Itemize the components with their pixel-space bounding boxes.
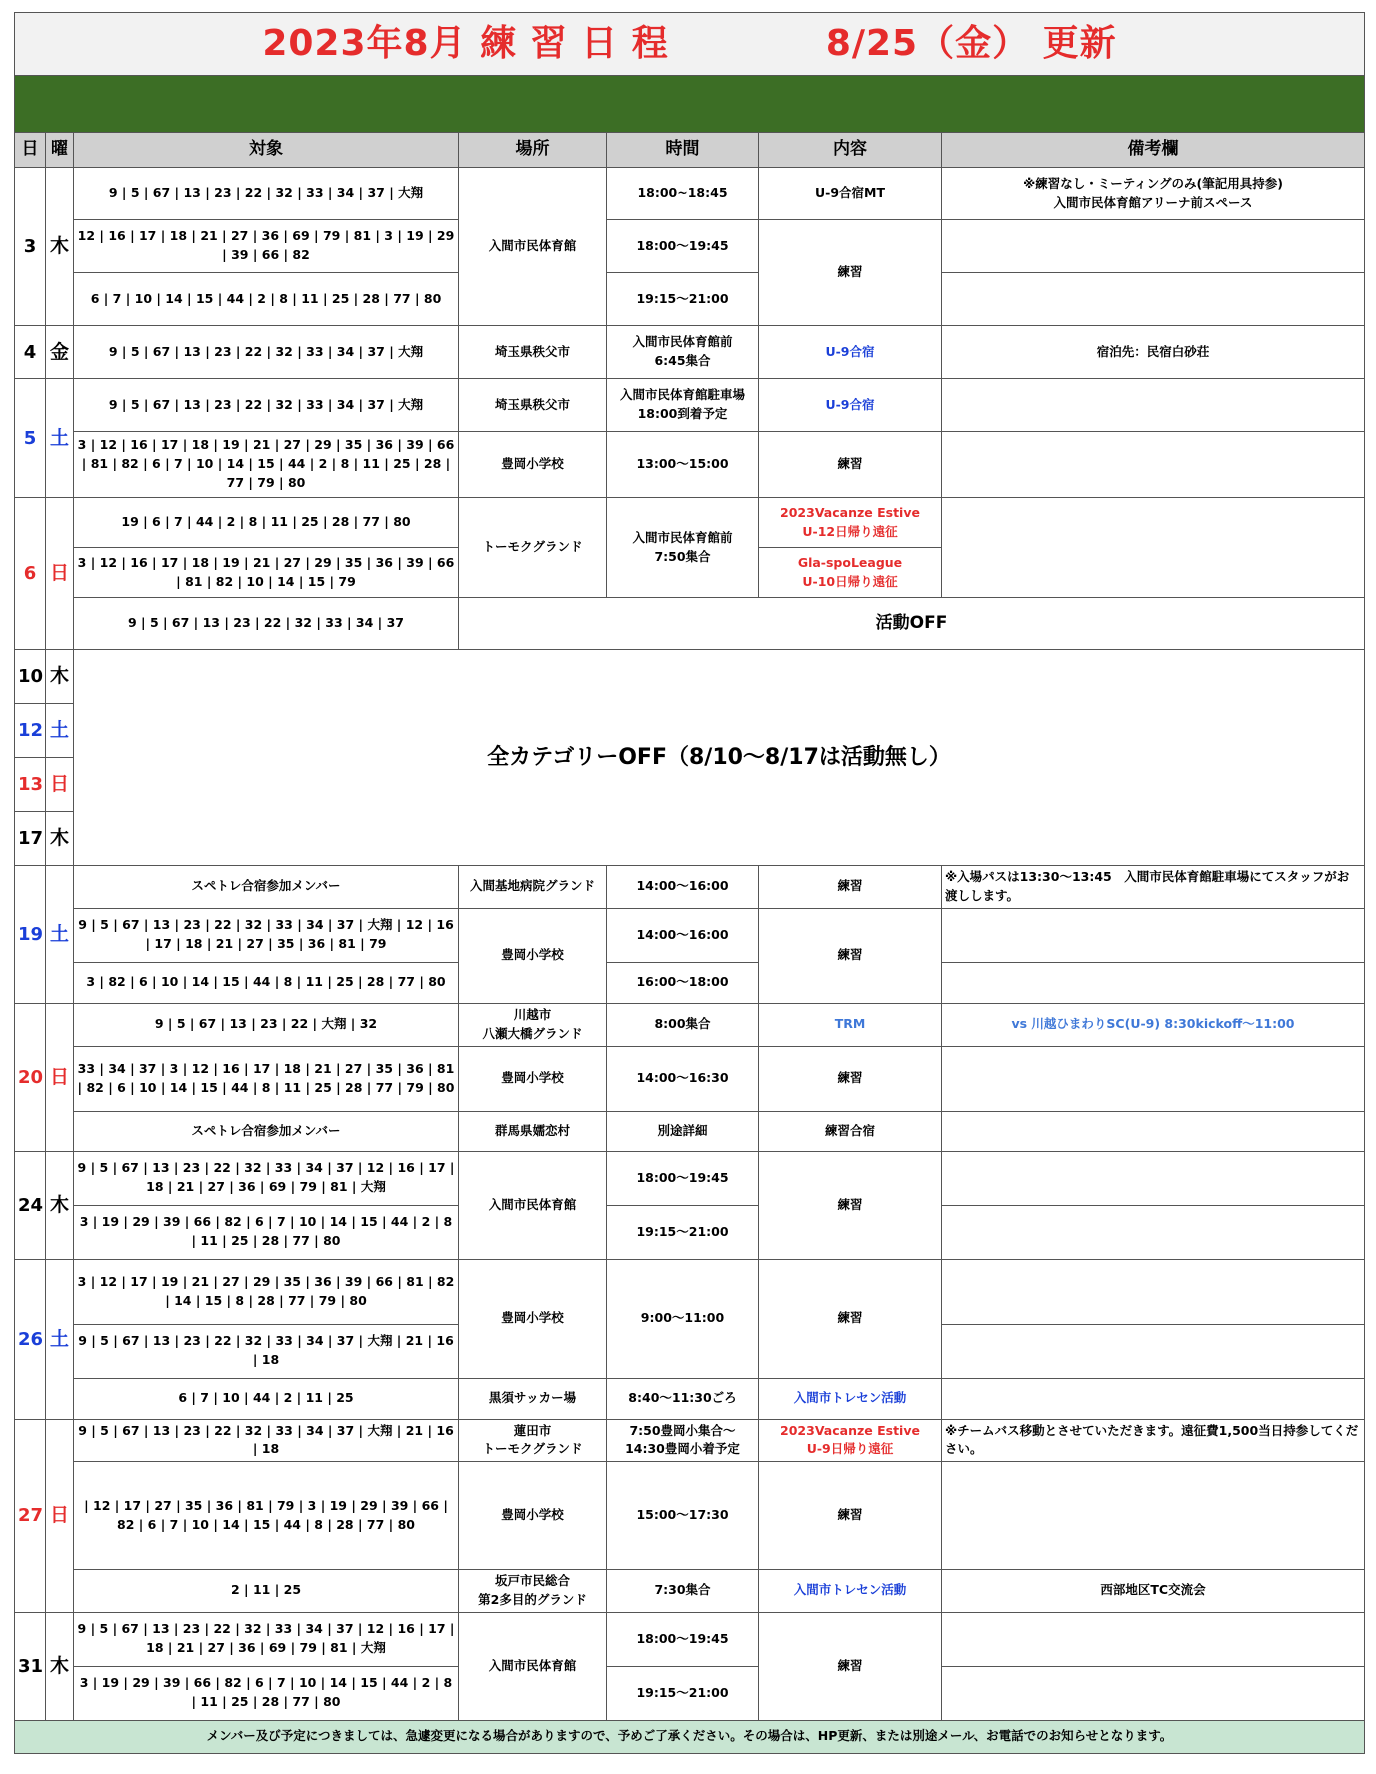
table-row [15,326,1365,379]
place-line: 八瀬大橋グランド [482,1025,583,1041]
target-cell: スペトレ合宿参加メンバー [74,866,459,909]
time-cell: 14:00～16:00 [607,908,759,962]
target-cell: 3 | 12 | 16 | 17 | 18 | 19 | 21 | 27 | 29 | 35 | 36 | 39 | 66 | 81 | 82 | 6 | 7 | 10 | 14 | 15 | 44 | 2 | 8 | 11 | 25 | 28 | 77 | 79 | 80 [74,432,459,498]
content-cell: 練習 [759,908,942,1003]
content-line: U-9日帰り遠征 [806,1441,894,1457]
note-cell [942,379,1365,432]
time-cell: 18:00～19:45 [607,1612,759,1666]
time-cell: 18:00～19:45 [607,220,759,273]
table-row [15,1666,1365,1720]
dow-cell: 土 [46,1259,74,1419]
time-cell: 8:40～11:30ごろ [607,1378,759,1419]
day-cell: 31 [15,1612,46,1720]
time-line: 6:45集合 [654,353,711,368]
dow-cell: 木 [46,812,74,866]
time-line: 入間市民体育館駐車場 [619,387,745,403]
table-row [15,1462,1365,1570]
time-cell: 19:15～21:00 [607,1205,759,1259]
schedule-sheet [14,12,1364,1754]
target-cell: 9 | 5 | 67 | 13 | 23 | 22 | 32 | 33 | 34 | 37 [74,598,459,650]
table-row [15,962,1365,1003]
target-cell: 6 | 7 | 10 | 14 | 15 | 44 | 2 | 8 | 11 | 25 | 28 | 77 | 80 [74,273,459,326]
place-line: 蓮田市 [513,1422,552,1438]
dow-cell: 木 [46,1612,74,1720]
schedule-table [14,12,1365,1754]
target-cell: 9 | 5 | 67 | 13 | 23 | 22 | 32 | 33 | 34 | 37 | 12 | 16 | 17 | 18 | 21 | 27 | 36 | 69 | 79 | 81 | 大翔 [74,1612,459,1666]
dow-cell: 金 [46,326,74,379]
target-cell: 3 | 12 | 17 | 19 | 21 | 27 | 29 | 35 | 36 | 39 | 66 | 81 | 82 | 14 | 15 | 8 | 28 | 77 | 79 | 80 [74,1259,459,1324]
note-cell [942,1666,1365,1720]
table-row [15,273,1365,326]
place-cell [459,1003,607,1046]
table-row [15,866,1365,909]
content-cell: TRM [759,1003,942,1046]
target-cell: 9 | 5 | 67 | 13 | 23 | 22 | 大翔 | 32 [74,1003,459,1046]
table-row [15,908,1365,962]
note-cell [942,962,1365,1003]
note-cell [942,1462,1365,1570]
off-cell: 活動OFF [459,598,1365,650]
content-line: U-10日帰り遠征 [802,573,898,589]
target-cell: | 12 | 17 | 27 | 35 | 36 | 81 | 79 | 3 | 19 | 29 | 39 | 66 | 82 | 6 | 7 | 10 | 14 | 15 | 44 | 8 | 28 | 77 | 80 [74,1462,459,1570]
title-text: 2023年8月 練 習 日 程 [262,23,669,64]
note-cell: 西部地区TC交流会 [942,1570,1365,1613]
table-row [15,1151,1365,1205]
dow-cell: 土 [46,379,74,498]
note-cell [942,1259,1365,1324]
footer-notice: メンバー及び予定につきましては、急遽変更になる場合がありますので、予めご了承ください。その場合は、HP更新、または別途メール、お電話でのお知らせとなります。 [15,1720,1365,1753]
target-cell: 33 | 34 | 37 | 3 | 12 | 16 | 17 | 18 | 21 | 27 | 35 | 36 | 81 | 82 | 6 | 10 | 14 | 15 | 44 | 8 | 11 | 25 | 28 | 77 | 79 | 80 [74,1046,459,1111]
place-cell: 豊岡小学校 [459,1462,607,1570]
time-cell: 19:15～21:00 [607,273,759,326]
time-cell [607,326,759,379]
dow-cell: 日 [46,1419,74,1612]
time-line: 入間市民体育館前 [632,334,733,350]
dow-cell: 土 [46,866,74,1004]
dow-cell: 木 [46,168,74,326]
content-cell [759,1419,942,1462]
time-cell [607,498,759,598]
target-cell: 3 | 82 | 6 | 10 | 14 | 15 | 44 | 8 | 11 | 25 | 28 | 77 | 80 [74,962,459,1003]
note-cell [942,1111,1365,1151]
content-cell [759,548,942,598]
target-cell: 9 | 5 | 67 | 13 | 23 | 22 | 32 | 33 | 34 | 37 | 大翔 | 21 | 16 | 18 [74,1324,459,1378]
place-cell: 黒須サッカー場 [459,1378,607,1419]
note-cell [942,273,1365,326]
place-line: 第2多目的グランド [478,1591,587,1607]
place-cell: 埼玉県秩父市 [459,326,607,379]
place-line: 坂戸市民総合 [494,1573,570,1588]
place-cell [459,1419,607,1462]
dow-cell: 土 [46,704,74,758]
content-line: U-12日帰り遠征 [802,523,898,539]
dow-cell: 木 [46,650,74,704]
note-cell [942,1151,1365,1205]
time-cell: 18:00～19:45 [607,1151,759,1205]
note-cell [942,1378,1365,1419]
time-cell: 16:00～18:00 [607,962,759,1003]
table-row [15,1259,1365,1324]
content-line: 2023Vacanze Estive [780,1422,920,1438]
place-cell: 入間市民体育館 [459,1612,607,1720]
table-row [15,598,1365,650]
content-cell: 入間市トレセン活動 [759,1378,942,1419]
dow-cell: 木 [46,1151,74,1259]
day-cell: 26 [15,1259,46,1419]
content-line: 2023Vacanze Estive [780,504,920,520]
note-cell: ※チームバス移動とさせていただきます。遠征費1,500当日持参してください。 [942,1419,1365,1462]
table-row [15,220,1365,273]
place-line: トーモクグランド [482,1441,583,1457]
time-cell: 14:00～16:30 [607,1046,759,1111]
table-row [15,1205,1365,1259]
time-line: 7:50豊岡小集合～ [629,1422,736,1438]
table-row [15,498,1365,548]
day-cell: 12 [15,704,46,758]
content-cell: 練習 [759,432,942,498]
header-time: 時間 [607,133,759,168]
content-cell: 練習合宿 [759,1111,942,1151]
time-line: 7:50集合 [654,548,711,564]
place-cell: 豊岡小学校 [459,432,607,498]
day-cell: 3 [15,168,46,326]
note-cell [942,1046,1365,1111]
time-cell: 9:00～11:00 [607,1259,759,1378]
note-line: 入間市民体育館アリーナ前スペース [1053,194,1253,210]
content-cell: 練習 [759,1462,942,1570]
note-cell [942,908,1365,962]
time-line: 18:00到着予定 [637,406,728,421]
page-title [15,13,1365,76]
time-cell: 18:00~18:45 [607,168,759,220]
time-cell: 7:30集合 [607,1570,759,1613]
dow-cell: 日 [46,758,74,812]
note-cell [942,1612,1365,1666]
note-cell [942,1324,1365,1378]
target-cell: 9 | 5 | 67 | 13 | 23 | 22 | 32 | 33 | 34 | 37 | 大翔 | 12 | 16 | 17 | 18 | 21 | 27 | 35 | 36 | 81 | 79 [74,908,459,962]
note-cell: vs 川越ひまわりSC(U-9) 8:30kickoff～11:00 [942,1003,1365,1046]
table-row [15,168,1365,220]
header-content: 内容 [759,133,942,168]
content-cell: 練習 [759,1259,942,1378]
time-cell: 19:15～21:00 [607,1666,759,1720]
place-cell: トーモクグランド [459,498,607,598]
day-cell: 6 [15,498,46,650]
day-cell: 24 [15,1151,46,1259]
time-cell: 別途詳細 [607,1111,759,1151]
note-cell [942,1205,1365,1259]
content-cell: U-9合宿MT [759,168,942,220]
updated-text: 8/25（金） 更新 [825,23,1117,64]
day-cell: 10 [15,650,46,704]
header-dow: 曜 [46,133,74,168]
place-cell: 豊岡小学校 [459,1046,607,1111]
place-line: 川越市 [513,1006,552,1022]
all-off-cell: 全カテゴリーOFF（8/10～8/17は活動無し） [74,650,1365,866]
header-place: 場所 [459,133,607,168]
time-cell: 8:00集合 [607,1003,759,1046]
note-cell: ※入場パスは13:30～13:45 入間市民体育館駐車場にてスタッフがお渡しします。 [942,866,1365,909]
target-cell: 9 | 5 | 67 | 13 | 23 | 22 | 32 | 33 | 34 | 37 | 大翔 [74,326,459,379]
table-row [15,1046,1365,1111]
place-cell: 豊岡小学校 [459,908,607,1003]
table-row [15,1111,1365,1151]
content-cell: 入間市トレセン活動 [759,1570,942,1613]
table-row [15,379,1365,432]
time-cell [607,379,759,432]
target-cell: 6 | 7 | 10 | 44 | 2 | 11 | 25 [74,1378,459,1419]
table-row [15,1378,1365,1419]
target-cell: 9 | 5 | 67 | 13 | 23 | 22 | 32 | 33 | 34 | 37 | 大翔 [74,379,459,432]
note-cell [942,498,1365,598]
time-cell [607,1419,759,1462]
table-row [15,1419,1365,1462]
table-row [15,432,1365,498]
green-banner [15,76,1365,133]
day-cell: 20 [15,1003,46,1151]
table-row [15,650,1365,704]
target-cell: スペトレ合宿参加メンバー [74,1111,459,1151]
note-cell [942,168,1365,220]
content-cell: 練習 [759,220,942,326]
target-cell: 3 | 19 | 29 | 39 | 66 | 82 | 6 | 7 | 10 | 14 | 15 | 44 | 2 | 8 | 11 | 25 | 28 | 77 | 80 [74,1666,459,1720]
table-row [15,1003,1365,1046]
target-cell: 9 | 5 | 67 | 13 | 23 | 22 | 32 | 33 | 34 | 37 | 12 | 16 | 17 | 18 | 21 | 27 | 36 | 69 | 79 | 81 | 大翔 [74,1151,459,1205]
time-line: 入間市民体育館前 [632,529,733,545]
content-cell: 練習 [759,1612,942,1720]
time-cell: 15:00～17:30 [607,1462,759,1570]
place-cell [459,1570,607,1613]
time-line: 14:30豊岡小着予定 [625,1441,740,1457]
note-cell [942,220,1365,273]
dow-cell: 日 [46,1003,74,1151]
target-cell: 9 | 5 | 67 | 13 | 23 | 22 | 32 | 33 | 34 | 37 | 大翔 [74,168,459,220]
place-cell: 入間市民体育館 [459,168,607,326]
place-cell: 入間基地病院グランド [459,866,607,909]
header-row [15,133,1365,168]
target-cell: 3 | 12 | 16 | 17 | 18 | 19 | 21 | 27 | 29 | 35 | 36 | 39 | 66 | 81 | 82 | 10 | 14 | 15 | 79 [74,548,459,598]
note-cell: 宿泊先：民宿白砂荘 [942,326,1365,379]
header-day: 日 [15,133,46,168]
content-line: Gla-spoLeague [797,554,903,570]
time-cell: 14:00～16:00 [607,866,759,909]
content-cell: 練習 [759,1151,942,1259]
place-cell: 入間市民体育館 [459,1151,607,1259]
table-row [15,1612,1365,1666]
place-cell: 群馬県嬬恋村 [459,1111,607,1151]
day-cell: 4 [15,326,46,379]
header-target: 対象 [74,133,459,168]
header-notes: 備考欄 [942,133,1365,168]
target-cell: 9 | 5 | 67 | 13 | 23 | 22 | 32 | 33 | 34 | 37 | 大翔 | 21 | 16 | 18 [74,1419,459,1462]
content-cell: U-9合宿 [759,379,942,432]
day-cell: 5 [15,379,46,498]
target-cell: 19 | 6 | 7 | 44 | 2 | 8 | 11 | 25 | 28 | 77 | 80 [74,498,459,548]
place-cell: 豊岡小学校 [459,1259,607,1378]
content-cell [759,498,942,548]
day-cell: 27 [15,1419,46,1612]
dow-cell: 日 [46,498,74,650]
place-cell: 埼玉県秩父市 [459,379,607,432]
time-cell: 13:00～15:00 [607,432,759,498]
day-cell: 19 [15,866,46,1004]
target-cell: 2 | 11 | 25 [74,1570,459,1613]
table-row [15,1570,1365,1613]
day-cell: 17 [15,812,46,866]
content-cell: U-9合宿 [759,326,942,379]
day-cell: 13 [15,758,46,812]
content-cell: 練習 [759,866,942,909]
content-cell: 練習 [759,1046,942,1111]
note-cell [942,432,1365,498]
target-cell: 12 | 16 | 17 | 18 | 21 | 27 | 36 | 69 | 79 | 81 | 3 | 19 | 29 | 39 | 66 | 82 [74,220,459,273]
note-line: ※練習なし・ミーティングのみ(筆記用具持参) [1023,175,1283,191]
target-cell: 3 | 19 | 29 | 39 | 66 | 82 | 6 | 7 | 10 | 14 | 15 | 44 | 2 | 8 | 11 | 25 | 28 | 77 | 80 [74,1205,459,1259]
